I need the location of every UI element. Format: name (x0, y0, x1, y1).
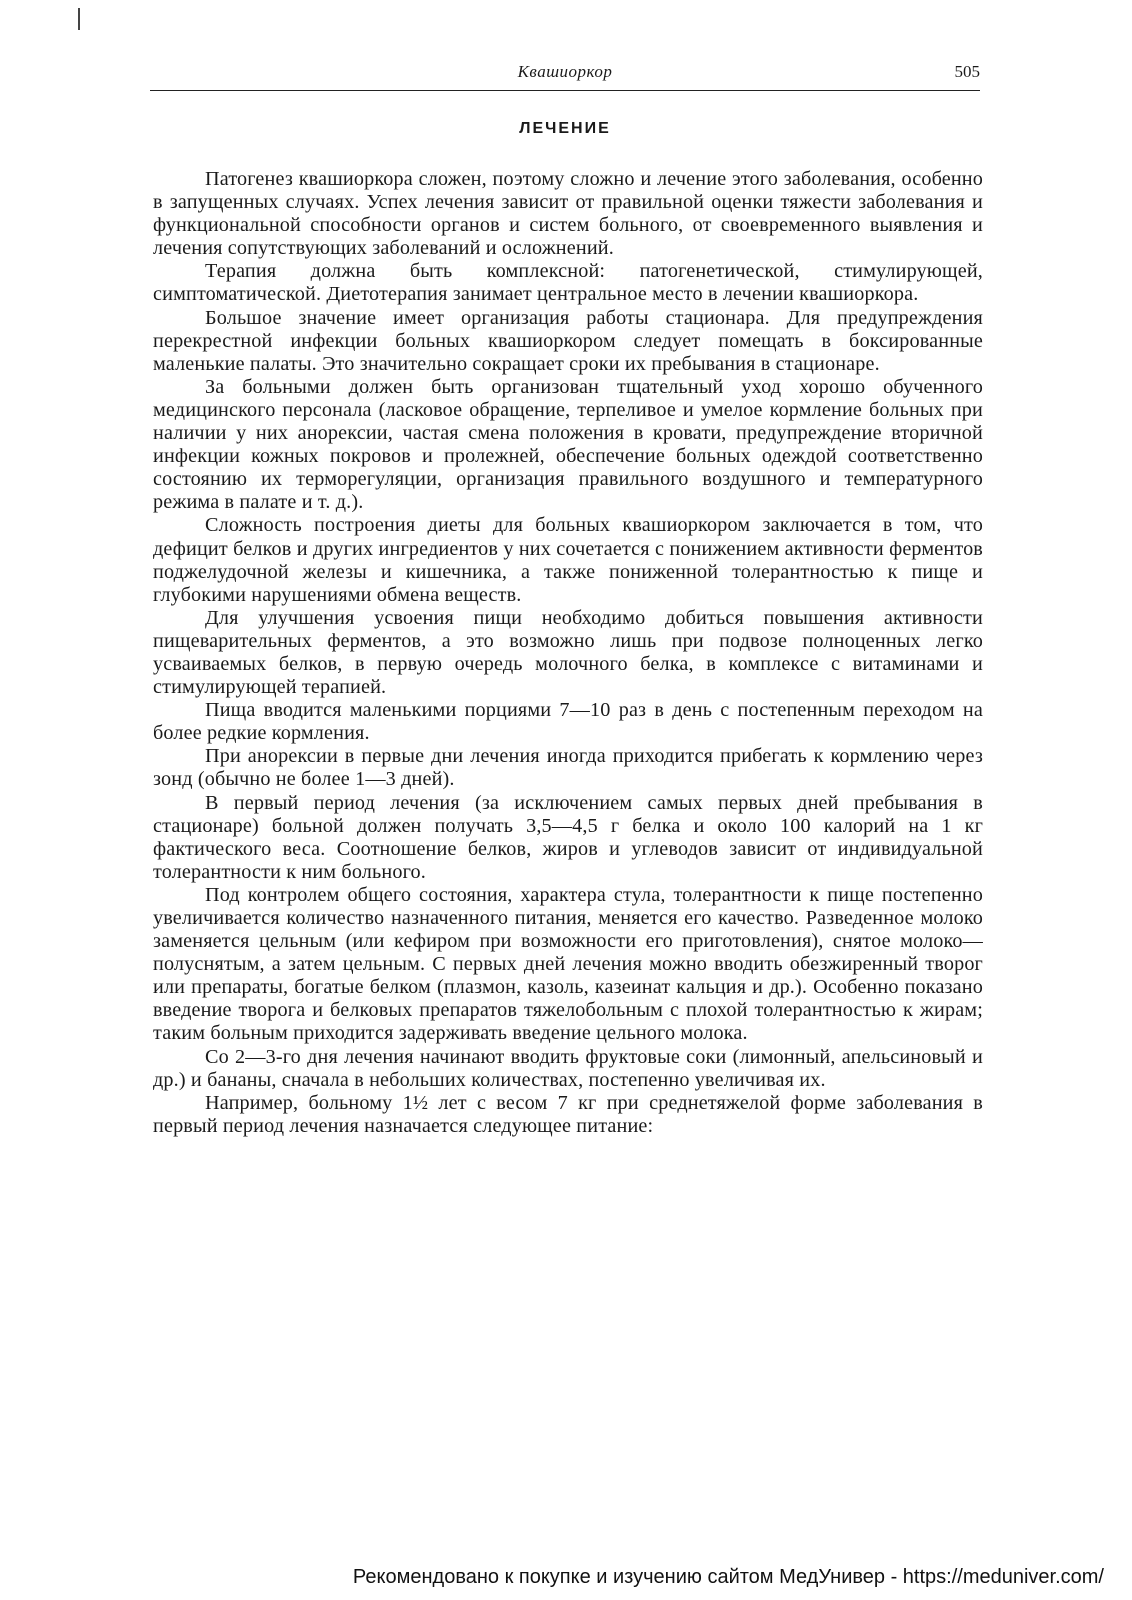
paragraph: При анорексии в первые дни лечения иногда приходится прибегать к кормлению через зонд (обычно не более 1—3 дней). (153, 745, 983, 791)
page-number: 505 (954, 62, 980, 81)
paragraph: Сложность построения диеты для больных квашиоркором заключается в том, что дефицит белков и других ингредиентов у них сочетается с понижением активности ферментов поджелудочной железы и кишечника, а также пониженной толерантностью к пище и глубокими нарушениями обмена веществ. (153, 514, 983, 606)
margin-mark (78, 8, 80, 30)
running-head (150, 62, 980, 91)
paragraph: Со 2—3-го дня лечения начинают вводить фруктовые соки (лимонный, апельсиновый и др.) и бананы, сначала в небольших количествах, постепенно увеличивая их. (153, 1045, 983, 1091)
running-title: Квашиоркор (517, 62, 613, 81)
paragraph: Для улучшения усвоения пищи необходимо добиться повышения активности пищеварительных ферментов, а это возможно лишь при подвозе полноценных легко усваиваемых белков, в первую очередь молочного белка, в комплексе с витаминами и стимулирующей терапией. (153, 606, 983, 699)
paragraph: Терапия должна быть комплексной: патогенетической, стимулирующей, симптоматической. Диетотерапия занимает центральное место в лечении квашиоркора. (153, 260, 983, 306)
body-text (153, 168, 983, 1138)
section-heading: ЛЕЧЕНИЕ (519, 120, 611, 137)
paragraph: Пища вводится маленькими порциями 7—10 раз в день с постепенным переходом на более редкие кормления. (153, 699, 983, 745)
paragraph: В первый период лечения (за исключением самых первых дней пребывания в стационаре) больной должен получать 3,5—4,5 г белка и около 100 калорий на 1 кг фактического веса. Соотношение белков, жиров и углеводов зависит от индивидуальной толерантности к ним больного. (153, 791, 983, 883)
footer-credit: Рекомендовано к покупке и изучению сайтом МедУнивер - https://meduniver.com/ (352, 1566, 1104, 1588)
paragraph: Под контролем общего состояния, характера стула, толерантности к пище постепенно увеличивается количество назначенного питания, меняется его качество. Разведенное молоко заменяется цельным (или кефиром при возможности его приготовления), снятое молоко—полуснятым, а затем цельным. С первых дней лечения можно вводить обезжиренный творог или препараты, богатые белком (плазмон, казоль, казеинат кальция и др.). Особенно показано введение творога и белковых препаратов тяжелобольным с плохой толерантностью к жирам; таким больным приходится задерживать введение цельного молока. (153, 883, 983, 1045)
paragraph: За больными должен быть организован тщательный уход хорошо обученного медицинского персонала (ласковое обращение, терпеливое и умелое кормление больных при наличии у них анорексии, частая смена положения в кровати, предупреждение вторичной инфекции кожных покровов и пролежней, обеспечение больных одеждой соответственно состоянию их терморегуляции, организация правильного воздушного и температурного режима в палате и т. д.). (153, 375, 983, 514)
paragraph: Большое значение имеет организация работы стационара. Для предупреждения перекрестной инфекции больных квашиоркором следует помещать в боксированные маленькие палаты. Это значительно сокращает сроки их пребывания в стационаре. (153, 306, 983, 375)
paragraph: Например, больному 1½ лет с весом 7 кг при среднетяжелой форме заболевания в первый период лечения назначается следующее питание: (153, 1091, 983, 1137)
paragraph: Патогенез квашиоркора сложен, поэтому сложно и лечение этого заболевания, особенно в запущенных случаях. Успех лечения зависит от правильной оценки тяжести заболевания и функциональной способности органов и систем больного, от своевременного выявления и лечения сопутствующих заболеваний и осложнений. (153, 168, 983, 260)
